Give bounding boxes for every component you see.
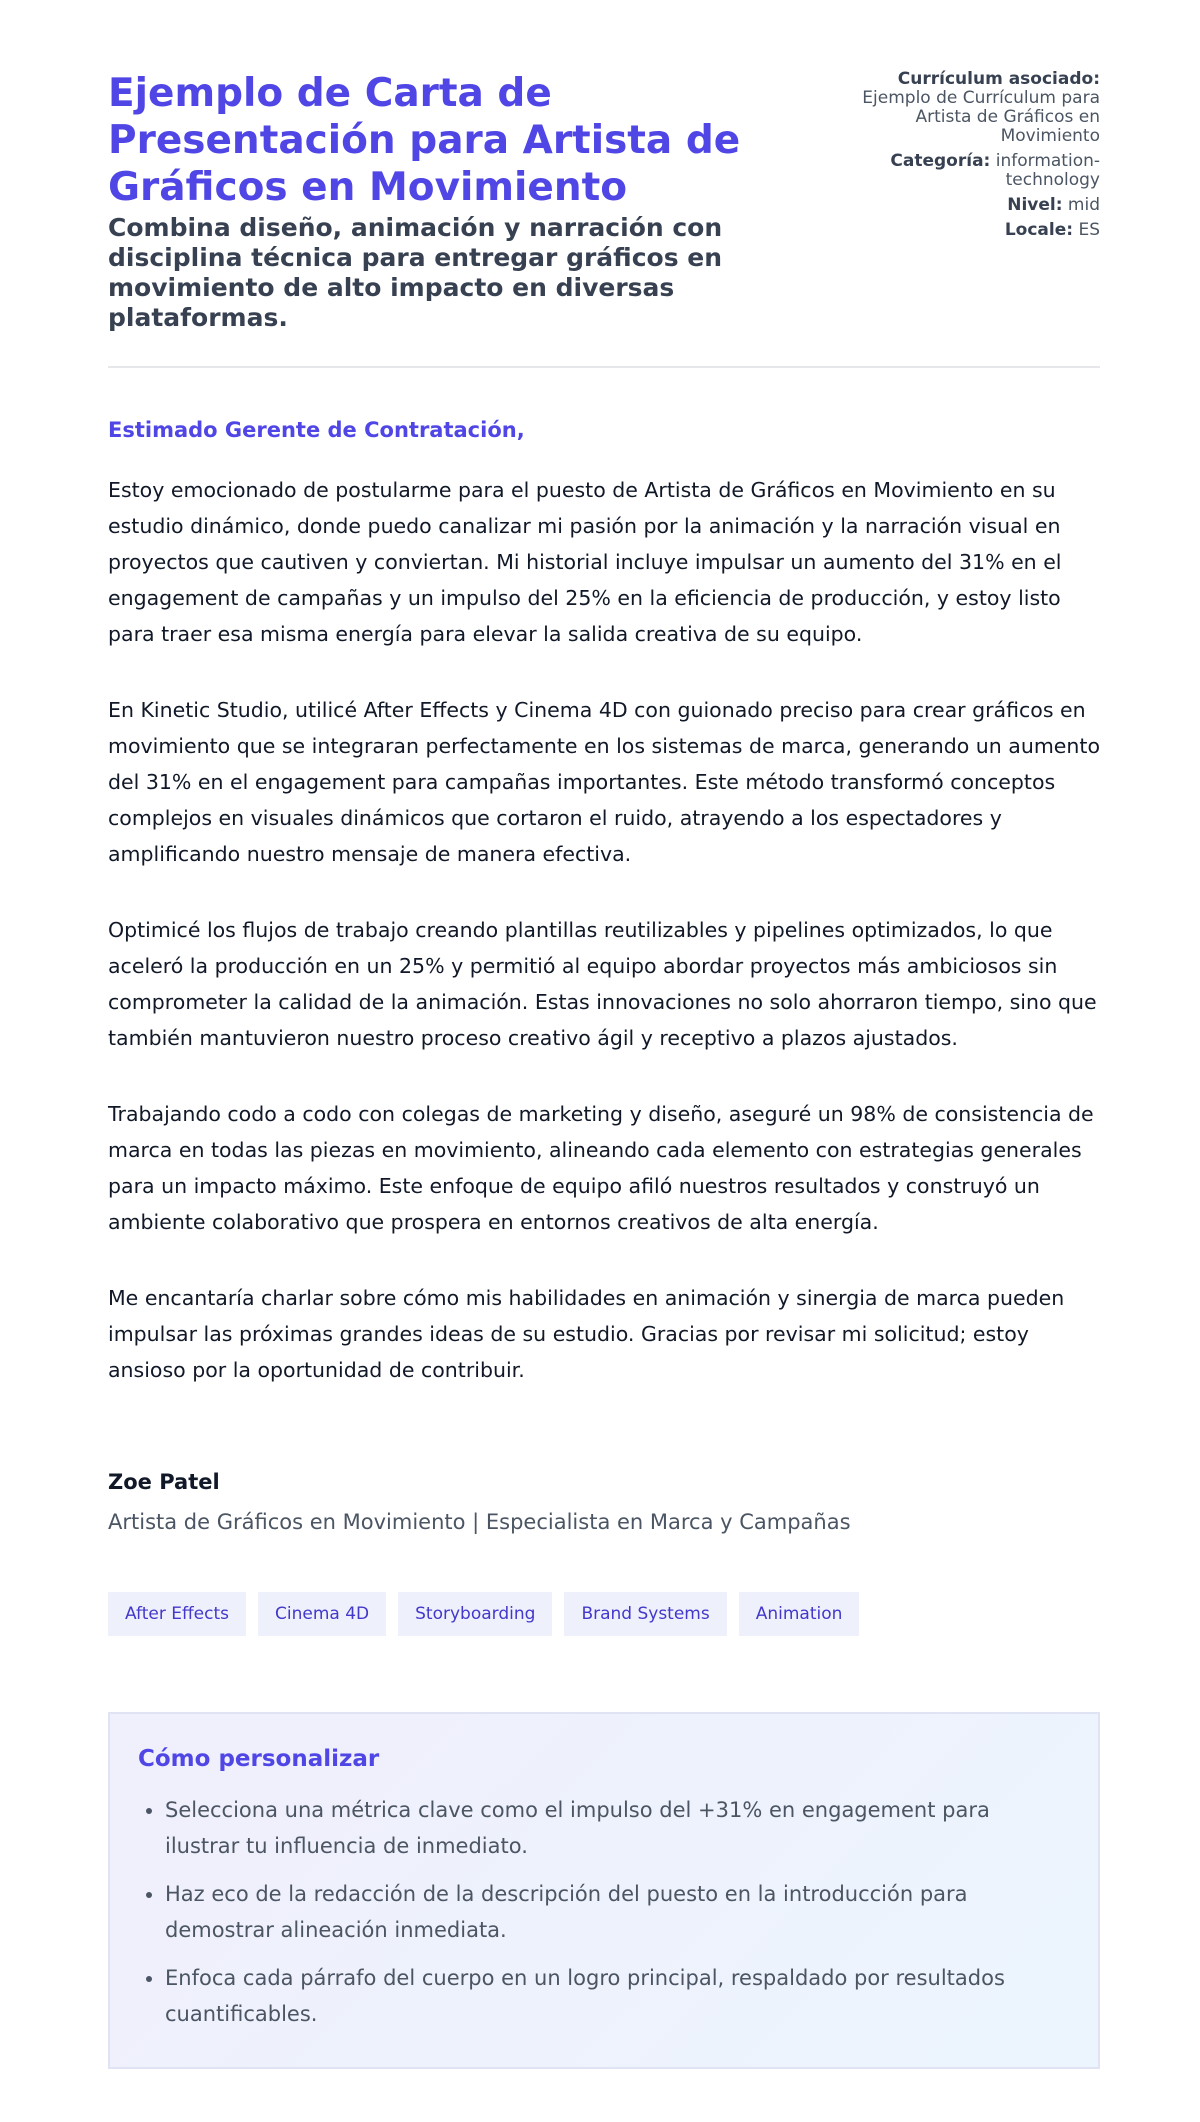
signature-role: Artista de Gráficos en Movimiento | Especialista en Marca y Campañas xyxy=(108,1510,851,1534)
tip-item: • Selecciona una métrica clave como el impulso del +31% en engagement para ilustrar tu influencia de inmediato. xyxy=(165,1792,1070,1864)
meta-resume xyxy=(840,70,1100,146)
greeting: Estimado Gerente de Contratación, xyxy=(108,418,525,442)
tip-item: • Enfoca cada párrafo del cuerpo en un logro principal, respaldado por resultados cuantificables. xyxy=(165,1960,1070,2032)
skill-tag: Animation xyxy=(739,1592,860,1636)
tip-item: • Haz eco de la redacción de la descripción del puesto en la introducción para demostrar alineación inmediata. xyxy=(165,1876,1070,1948)
title-block xyxy=(108,70,788,333)
tips-title: Cómo personalizar xyxy=(138,1746,380,1772)
paragraph: Estoy emocionado de postularme para el puesto de Artista de Gráficos en Movimiento en su estudio dinámico, donde puedo canalizar mi pasión por la animación y la narración visual en proyectos que cautiven y conviertan. Mi historial incluye impulsar un aumento del 31% en el engagement de campañas y un impulso del 25% en la eficiencia de producción, y estoy listo para traer esa misma energía para elevar la salida creativa de su equipo. xyxy=(108,478,1062,646)
paragraph: Optimicé los flujos de trabajo creando plantillas reutilizables y pipelines optimizados, lo que aceleró la producción en un 25% y permitió al equipo abordar proyectos más ambiciosos sin comprometer la calidad de la animación. Estas innovaciones no solo ahorraron tiempo, sino que también mantuvieron nuestro proceso creativo ágil y receptivo a plazos ajustados. xyxy=(108,918,1097,1050)
paragraph: Me encantaría charlar sobre cómo mis habilidades en animación y sinergia de marca pueden impulsar las próximas grandes ideas de su estudio. Gracias por revisar mi solicitud; estoy ansioso por la oportunidad de contribuir. xyxy=(108,1286,1065,1382)
tips-list xyxy=(138,1792,1070,2032)
meta-category xyxy=(840,152,1100,190)
meta-level xyxy=(840,196,1100,215)
skill-tags xyxy=(108,1592,1100,1636)
tips-box xyxy=(108,1712,1100,2069)
page-subtitle: Combina diseño, animación y narración con disciplina técnica para entregar gráficos en movimiento de alto impacto en diversas plataformas. xyxy=(108,213,723,332)
page-title: Ejemplo de Carta de Presentación para Artista de Gráficos en Movimiento xyxy=(108,71,741,210)
meta-value: ES xyxy=(1078,220,1100,240)
meta-label: Currículum asociado: xyxy=(897,69,1100,89)
meta-panel xyxy=(840,70,1100,246)
skill-tag: After Effects xyxy=(108,1592,246,1636)
paragraph: Trabajando codo a codo con colegas de marketing y diseño, aseguré un 98% de consistencia de marca en todas las piezas en movimiento, alineando cada elemento con estrategias generales para un impacto máximo. Este enfoque de equipo afiló nuestros resultados y construyó un ambiente colaborativo que prospera en entornos creativos de alta energía. xyxy=(108,1102,1094,1234)
meta-label: Locale: xyxy=(1004,220,1074,240)
skill-tag: Brand Systems xyxy=(564,1592,726,1636)
skill-tag: Cinema 4D xyxy=(258,1592,386,1636)
divider xyxy=(108,366,1100,368)
meta-value: Ejemplo de Currículum para Artista de Gráficos en Movimiento xyxy=(862,88,1100,146)
cover-letter xyxy=(108,70,1100,2069)
header xyxy=(108,70,1100,333)
meta-locale xyxy=(840,221,1100,240)
skill-tag: Storyboarding xyxy=(398,1592,552,1636)
meta-value: information-technology xyxy=(995,151,1100,190)
meta-label: Nivel: xyxy=(1007,195,1063,215)
meta-label: Categoría: xyxy=(890,151,991,171)
paragraph: En Kinetic Studio, utilicé After Effects y Cinema 4D con guionado preciso para crear gráficos en movimiento que se integraran perfectamente en los sistemas de marca, generando un aumento del 31% en el engagement para campañas importantes. Este método transformó conceptos complejos en visuales dinámicos que cortaron el ruido, atrayendo a los espectadores y amplificando nuestro mensaje de manera efectiva. xyxy=(108,698,1100,866)
meta-value: mid xyxy=(1067,195,1100,215)
signature-name: Zoe Patel xyxy=(108,1470,220,1494)
